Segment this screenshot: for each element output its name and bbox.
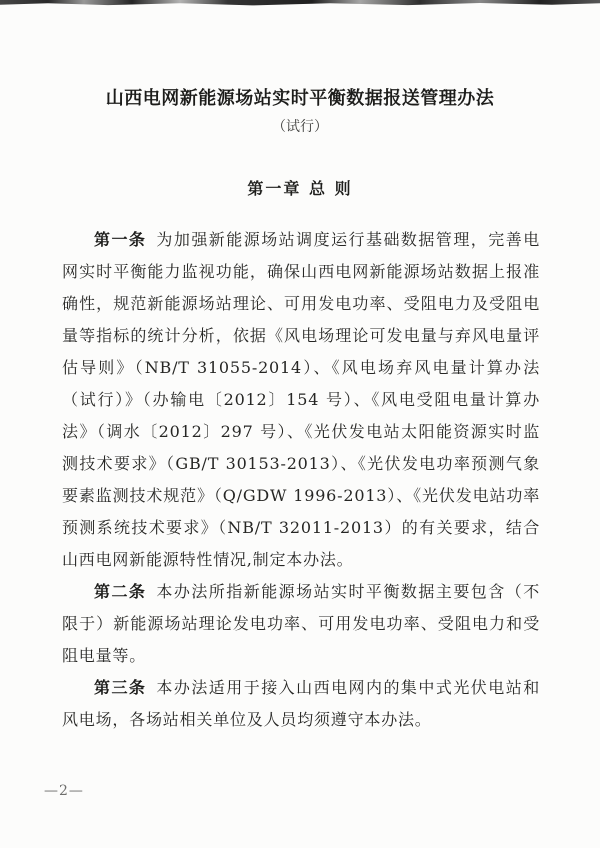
document-body xyxy=(62,224,540,736)
paragraph-article-2 xyxy=(62,576,540,672)
article-2-text: 本办法所指新能源场站实时平衡数据主要包含（不限于）新能源场站理论发电功率、可用发电功率、受阻电力和受阻电量等。 xyxy=(62,582,540,665)
article-2-number: 第二条 xyxy=(94,582,147,601)
paragraph-article-1 xyxy=(62,224,540,576)
paragraph-article-3 xyxy=(62,672,540,736)
document-title: 山西电网新能源场站实时平衡数据报送管理办法 xyxy=(105,88,495,109)
article-3-text: 本办法适用于接入山西电网内的集中式光伏电站和风电场，各场站相关单位及人员均须遵守本办法。 xyxy=(62,678,540,729)
article-1-text: 为加强新能源场站调度运行基础数据管理，完善电网实时平衡能力监视功能，确保山西电网新能源场站数据上报准确性，规范新能源场站理论、可用发电功率、受阻电力及受阻电量等指标的统计分析，依据《风电场理论可发电量与弃风电量评估导则》（NB/T 31055-2014）、《风电场弃风电量计算办法（试行）》（办输电〔2012〕154 号）、《风电受阻电量计算办法》（调水〔2012〕297 号）、《光伏发电站太阳能资源实时监测技术要求》（GB/T 30153-2013）、《光伏发电功率预测气象要素监测技术规范》（Q/GDW 1996-2013）、《光伏发电站功率预测系统技术要求》（NB/T 32011-2013）的有关要求，结合山西电网新能源特性情况,制定本办法。 xyxy=(62,230,540,569)
document-subtitle: （试行） xyxy=(272,119,328,135)
article-3-number: 第三条 xyxy=(94,678,147,697)
article-1-number: 第一条 xyxy=(94,230,147,249)
scan-edge-artifact xyxy=(0,0,600,6)
chapter-heading: 第一章 总 则 xyxy=(247,179,353,198)
page-number: —2— xyxy=(44,783,84,799)
